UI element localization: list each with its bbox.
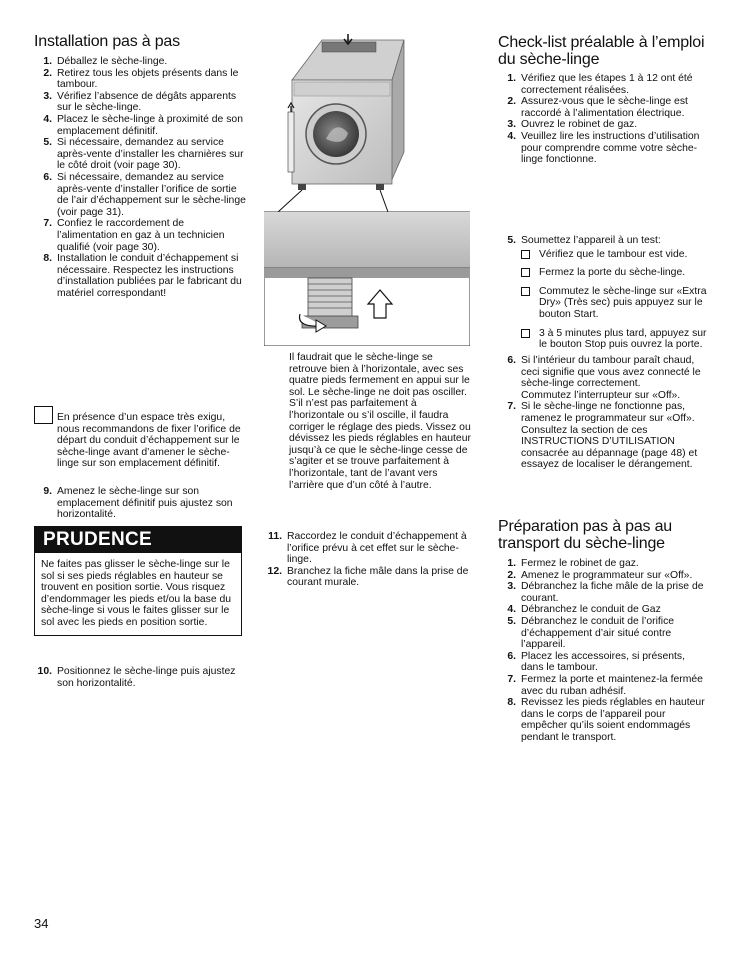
- checklist-heading: Check-list préalable à l’emploi du sèche-linge: [498, 34, 705, 68]
- step-text: Ouvrez le robinet de gaz.: [521, 119, 638, 131]
- test-checklist: [521, 249, 708, 351]
- step-text: Débranchez le conduit de Gaz: [521, 604, 661, 616]
- step-number: 3.: [43, 90, 52, 102]
- checkbox-icon: [521, 268, 530, 277]
- list-item: [498, 581, 708, 604]
- step-text: Fermez la porte et maintenez-la fermée avec du ruban adhésif.: [521, 673, 703, 697]
- note-block: [34, 412, 246, 470]
- list-item: [498, 131, 708, 166]
- checkbox-item: [521, 286, 708, 321]
- list-item: [498, 697, 708, 743]
- list-item: [498, 651, 708, 674]
- step-text: Installation le conduit d’échappement si nécessaire. Respectez les instructions d’installation publiées par le fabricant du matériel correspondant!: [57, 253, 242, 299]
- caution-text: Ne faites pas glisser le sèche-linge sur le sol si ses pieds réglables en hauteur se trouvent en position sortie. Vous risquez d’endommager les pieds et/ou la base du sèche-linge si vous le faites glisser sur le sol avec les pieds en position sortie.: [41, 559, 232, 628]
- step-number: 8.: [507, 697, 516, 709]
- step-number: 11.: [268, 531, 282, 542]
- note-icon: [34, 406, 53, 424]
- step-text: Débranchez le conduit de l’orifice d’échappement d’air situé contre l’appareil.: [521, 615, 675, 651]
- step-number: 7.: [43, 218, 52, 230]
- list-item: [34, 56, 246, 68]
- result-steps: [498, 355, 708, 471]
- list-item: [264, 531, 470, 566]
- step-number: 4.: [507, 604, 516, 616]
- list-item: [34, 91, 246, 114]
- step-number: 8.: [43, 253, 52, 265]
- checkbox-icon: [521, 329, 530, 338]
- foot-detail: [264, 212, 470, 346]
- step-10-list: [34, 666, 246, 689]
- step-number: 2.: [507, 96, 516, 108]
- list-item: [34, 172, 246, 218]
- step-text: Confiez le raccordement de l’alimentation en gaz à un technicien qualifié (voir page 30).: [57, 218, 225, 253]
- step-number: 5.: [507, 615, 516, 627]
- step-text: Vérifiez que les étapes 1 à 12 ont été correctement réalisées.: [521, 73, 693, 96]
- page-number: 34: [34, 916, 49, 931]
- list-item: [498, 604, 708, 616]
- step-number: 2.: [507, 569, 516, 581]
- step-number: 1.: [43, 56, 52, 67]
- caution-title: PRUDENCE: [35, 527, 241, 553]
- step-number: 1.: [507, 558, 516, 569]
- checkbox-item: [521, 249, 708, 261]
- installation-heading: Installation pas à pas: [34, 33, 180, 50]
- checkbox-text: Vérifiez que le tambour est vide.: [539, 248, 688, 260]
- list-item: [498, 73, 708, 96]
- step-text: Veuillez lire les instructions d’utilisation pour comprendre comme votre sèche-linge fonctionne.: [521, 130, 700, 166]
- step-number: 6.: [507, 650, 516, 662]
- leveling-paragraph: Il faudrait que le sèche-linge se retrouve bien à l’horizontale, avec ses quatre pieds fermement en appui sur le sol. Le sèche-linge ne doit pas osciller. S’il n’est pas parfaitement à l’horizontale ou s’il oscille, il faudra corriger le réglage des pieds. Vissez ou dévissez les pieds réglables en hauteur jusqu’à ce que le sèche-linge cesse de s’agiter et se trouve parfaitement à l’horizontale, tant de l’avant vers l’arrière que d’un côté à l’autre.: [289, 352, 471, 491]
- list-item: [498, 616, 708, 651]
- list-item: 7. Si le sèche-linge ne fonctionne pas, ramenez le programmateur sur «Off». Consultez la section de ces INSTRUCTIONS D’UTILISATION consacrée au dépannage (page 48) et essayez de localiser le dérangement.: [507, 401, 698, 471]
- step-number: 12.: [267, 565, 282, 577]
- step-number: 7.: [507, 673, 516, 685]
- list-item: 6. Si l’intérieur du tambour paraît chaud, ceci signifie que vous avez connecté le sèche-linge correctement. Commutez l’interrupteur sur «Off».: [507, 355, 701, 401]
- checkbox-text: 3 à 5 minutes plus tard, appuyez sur le bouton Stop puis ouvrez la porte.: [539, 327, 707, 351]
- step-number: 2.: [43, 67, 52, 79]
- step-text: Revissez les pieds réglables en hauteur dans le corps de l’appareil pour empêcher qu’ils soient endommagés pendant le transport.: [521, 697, 705, 743]
- list-item: [498, 674, 708, 697]
- dryer-illustration: [264, 34, 470, 346]
- checkbox-icon: [521, 287, 530, 296]
- installation-steps: [34, 56, 246, 299]
- dryer-leveling-figure: [264, 34, 470, 346]
- step-text: Raccordez le conduit d’échappement à l’orifice prévu à cet effet sur le sèche-linge.: [287, 531, 467, 566]
- step-text: Déballez le sèche-linge.: [57, 56, 168, 67]
- list-item: [498, 570, 708, 582]
- list-item: [264, 566, 470, 589]
- list-item: 5. Soumettez l’appareil à un test: Vérifiez que le tambour est vide. Fermez la porte du sèche-linge. Commutez le sèche-linge sur «Extra Dry» (Très sec) puis appuyez sur le bouton Start. 3 à 5 minutes plus tard, appuyez sur le bouton Stop puis ouvrez la porte.: [507, 235, 707, 351]
- step-number: 5.: [43, 137, 52, 149]
- test-step: [498, 235, 708, 358]
- checkbox-icon: [521, 250, 530, 259]
- step-text: Branchez la fiche mâle dans la prise de courant murale.: [287, 565, 469, 589]
- transport-steps: [498, 558, 708, 744]
- note-text: En présence d’un espace très exigu, nous recommandons de fixer l’orifice de départ du conduit d’échappement sur le sèche-linge avant d’amener le sèche-linge sur son emplacement définitif.: [57, 412, 241, 470]
- caution-box: [34, 526, 242, 636]
- step-text: Si nécessaire, demandez au service après-vente d’installer les charnières sur le côté droit (voir page 30).: [57, 137, 244, 172]
- step-number: 1.: [507, 73, 516, 84]
- checklist-steps: [498, 73, 708, 166]
- step-text: Si nécessaire, demandez au service après-vente d’installer l’orifice de sortie de l’air d’échappement sur le sèche-linge (voir page 31).: [57, 171, 246, 218]
- dryer-body: [288, 34, 404, 190]
- list-item: [498, 119, 708, 131]
- step-text: Vérifiez l’absence de dégâts apparents sur le sèche-linge.: [57, 90, 237, 114]
- list-item: 9. Amenez le sèche-linge sur son emplacement définitif puis ajustez son horizontalité.: [43, 486, 233, 521]
- list-item: [34, 253, 246, 299]
- list-item: [34, 68, 246, 91]
- step-text: Placez les accessoires, si présents, dans le tambour.: [521, 650, 686, 674]
- step-text: Placez le sèche-linge à proximité de son emplacement définitif.: [57, 113, 243, 137]
- step-text: Débranchez la fiche mâle de la prise de courant.: [521, 581, 704, 604]
- transport-heading: Préparation pas à pas au transport du sèche-linge: [498, 518, 672, 552]
- list-item: 10. Positionnez le sèche-linge puis ajustez son horizontalité.: [37, 666, 236, 689]
- connection-steps: [264, 531, 470, 589]
- step-number: 3.: [507, 581, 516, 593]
- step-9-list: [34, 486, 246, 521]
- step-number: 4.: [43, 113, 52, 125]
- list-item: [34, 114, 246, 137]
- step-text: Amenez le programmateur sur «Off».: [521, 569, 693, 581]
- checkbox-text: Fermez la porte du sèche-linge.: [539, 267, 686, 279]
- checkbox-text: Commutez le sèche-linge sur «Extra Dry» (Très sec) puis appuyez sur le bouton Start.: [539, 285, 707, 320]
- list-item: [34, 137, 246, 172]
- checkbox-item: [521, 267, 708, 279]
- checkbox-item: [521, 328, 708, 351]
- step-text: Fermez le robinet de gaz.: [521, 558, 639, 569]
- step-number: 6.: [43, 171, 52, 183]
- list-item: [34, 218, 246, 253]
- list-item: [498, 96, 708, 119]
- step-text: Assurez-vous que le sèche-linge est raccordé à l’alimentation électrique.: [521, 96, 688, 119]
- step-text: Retirez tous les objets présents dans le tambour.: [57, 67, 239, 91]
- step-number: 3.: [507, 119, 516, 131]
- step-number: 4.: [507, 130, 516, 142]
- list-item: [498, 558, 708, 570]
